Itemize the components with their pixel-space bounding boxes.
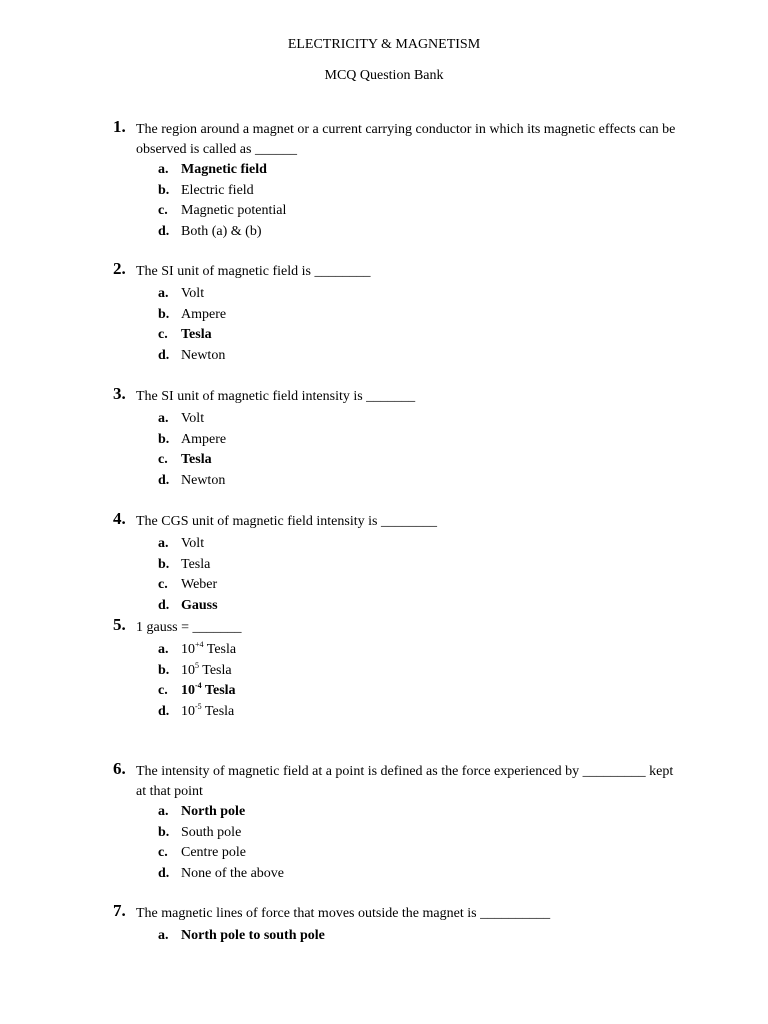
option-exponent: 5 bbox=[195, 660, 199, 670]
option-text: Tesla bbox=[181, 556, 211, 572]
option-letter: b. bbox=[158, 662, 170, 678]
option-text-correct: Magnetic field bbox=[181, 162, 267, 177]
option-letter: c. bbox=[158, 577, 168, 593]
option-letter: c. bbox=[158, 683, 168, 699]
document-subtitle: MCQ Question Bank bbox=[324, 68, 444, 83]
option-letter: d. bbox=[158, 597, 170, 613]
option-text: Volt bbox=[181, 411, 205, 426]
option-letter: a. bbox=[158, 286, 169, 301]
option-base: 10 bbox=[181, 662, 195, 678]
option-text: Newton bbox=[181, 472, 226, 488]
option-base: 10 bbox=[181, 703, 195, 719]
document-title: ELECTRICITY & MAGNETISM bbox=[287, 37, 481, 52]
option-letter: c. bbox=[158, 452, 168, 468]
option-unit: Tesla bbox=[204, 683, 236, 699]
option-letter: b. bbox=[158, 824, 170, 840]
option-text-correct: Gauss bbox=[181, 597, 218, 613]
option-text-correct: North pole to south pole bbox=[181, 928, 325, 943]
option-text: Newton bbox=[181, 347, 226, 363]
option-unit: Tesla bbox=[202, 662, 232, 678]
option-letter: a. bbox=[158, 411, 169, 426]
question-number: 1. bbox=[113, 117, 126, 136]
question-number: 5. bbox=[113, 615, 126, 634]
option-letter: a. bbox=[158, 162, 169, 177]
option-letter: b. bbox=[158, 306, 170, 322]
option-letter: d. bbox=[158, 347, 170, 363]
option-exponent: -5 bbox=[195, 701, 202, 711]
option-text: Centre pole bbox=[181, 845, 246, 861]
option-letter: c. bbox=[158, 327, 168, 343]
option-letter: d. bbox=[158, 223, 170, 239]
option-unit: Tesla bbox=[206, 642, 237, 657]
question-text: The SI unit of magnetic field is ________ bbox=[136, 264, 371, 279]
question-number: 2. bbox=[113, 259, 126, 278]
option-text bbox=[181, 702, 234, 722]
option-base: 10 bbox=[181, 642, 195, 657]
question-text: The region around a magnet or a current carrying conductor in which its magnetic effects can be observed is called as ______ bbox=[136, 122, 676, 157]
question-text: The magnetic lines of force that moves outside the magnet is __________ bbox=[136, 906, 551, 921]
question-text: The CGS unit of magnetic field intensity is ________ bbox=[136, 514, 437, 529]
option-letter: d. bbox=[158, 472, 170, 488]
option-text: Both (a) & (b) bbox=[181, 223, 262, 239]
question-number: 7. bbox=[113, 901, 126, 920]
option-text: Weber bbox=[181, 577, 218, 593]
option-letter: a. bbox=[158, 642, 169, 657]
option-letter: d. bbox=[158, 865, 170, 881]
option-exponent: -4 bbox=[195, 681, 202, 691]
question-number: 6. bbox=[113, 759, 126, 778]
option-unit: Tesla bbox=[204, 703, 235, 719]
option-letter: a. bbox=[158, 928, 169, 943]
option-letter: c. bbox=[158, 845, 168, 861]
option-text: South pole bbox=[181, 824, 242, 840]
option-text: Ampere bbox=[181, 431, 227, 447]
option-text: Magnetic potential bbox=[181, 203, 287, 219]
option-text: None of the above bbox=[181, 865, 285, 881]
option-letter: b. bbox=[158, 556, 170, 572]
option-text: Volt bbox=[181, 286, 205, 301]
option-text-correct: North pole bbox=[181, 804, 246, 819]
question-text: 1 gauss = _______ bbox=[136, 620, 242, 635]
option-text: Volt bbox=[181, 536, 205, 551]
option-letter: b. bbox=[158, 431, 170, 447]
question-text: The intensity of magnetic field at a point is defined as the force experienced by _________ kept at that point bbox=[136, 764, 674, 799]
option-text: Ampere bbox=[181, 306, 227, 322]
question-text: The SI unit of magnetic field intensity is _______ bbox=[136, 389, 416, 404]
option-text-correct: Tesla bbox=[181, 452, 212, 468]
option-letter: d. bbox=[158, 703, 170, 719]
question-number: 3. bbox=[113, 384, 126, 403]
option-text-correct: Tesla bbox=[181, 327, 212, 343]
option-letter: a. bbox=[158, 536, 169, 551]
option-letter: c. bbox=[158, 203, 168, 219]
option-letter: b. bbox=[158, 182, 170, 198]
question-number: 4. bbox=[113, 509, 126, 528]
option-text bbox=[181, 661, 232, 681]
option-base: 10 bbox=[181, 683, 195, 699]
option-letter: a. bbox=[158, 804, 169, 819]
option-text-correct bbox=[181, 681, 236, 701]
option-text: Electric field bbox=[181, 182, 254, 198]
option-text bbox=[181, 640, 236, 660]
option-exponent: +4 bbox=[195, 640, 204, 649]
